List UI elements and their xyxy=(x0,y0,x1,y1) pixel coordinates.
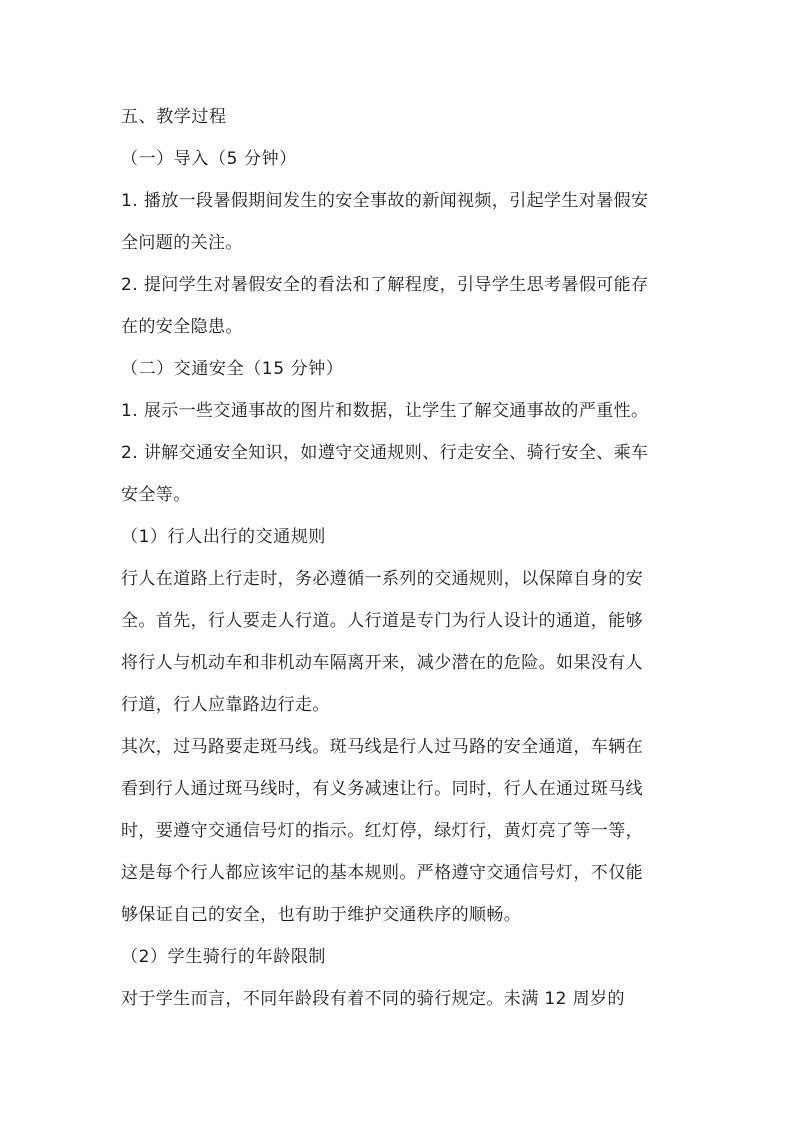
paragraph-line: 将行人与机动车和非机动车隔离开来，减少潜在的危险。如果没有人 xyxy=(121,653,643,673)
subsection-heading: （二）交通安全（15 分钟） xyxy=(121,359,344,379)
paragraph-line: 行人在道路上行走时，务必遵循一系列的交通规则，以保障自身的安 xyxy=(121,569,643,589)
paragraph-line: 够保证自己的安全，也有助于维护交通秩序的顺畅。 xyxy=(121,905,522,925)
paragraph-line: 时，要遵守交通信号灯的指示。红灯停，绿灯行，黄灯亮了等一等， xyxy=(121,821,643,841)
paragraph-line: 行道，行人应靠路边行走。 xyxy=(121,695,330,715)
paragraph-line: 这是每个行人都应该牢记的基本规则。严格遵守交通信号灯，不仅能 xyxy=(121,863,643,883)
paragraph-line: 全。首先，行人要走人行道。人行道是专门为行人设计的通道，能够 xyxy=(121,611,643,631)
paragraph-line: 2. 讲解交通安全知识，如遵守交通规则、行走安全、骑行安全、乘车 xyxy=(121,443,649,463)
paragraph-line: 其次，过马路要走斑马线。斑马线是行人过马路的安全通道，车辆在 xyxy=(121,737,643,757)
paragraph-line: 1. 播放一段暑假期间发生的安全事故的新闻视频，引起学生对暑假安 xyxy=(121,191,649,211)
paragraph-line: 看到行人通过斑马线时，有义务减速让行。同时，行人在通过斑马线 xyxy=(121,779,643,799)
subsection-heading: （一）导入（5 分钟） xyxy=(121,149,297,169)
item-heading: （1）行人出行的交通规则 xyxy=(121,527,327,547)
paragraph-line: 1. 展示一些交通事故的图片和数据，让学生了解交通事故的严重性。 xyxy=(121,401,649,421)
paragraph-line: 安全等。 xyxy=(121,485,191,505)
item-heading: （2）学生骑行的年龄限制 xyxy=(121,947,327,967)
paragraph-line: 全问题的关注。 xyxy=(121,233,243,253)
paragraph-line: 2. 提问学生对暑假安全的看法和了解程度，引导学生思考暑假可能存 xyxy=(121,275,649,295)
section-heading: 五、教学过程 xyxy=(121,107,227,127)
paragraph-line: 对于学生而言，不同年龄段有着不同的骑行规定。未满 12 周岁的 xyxy=(121,989,625,1009)
paragraph-line: 在的安全隐患。 xyxy=(121,317,243,337)
